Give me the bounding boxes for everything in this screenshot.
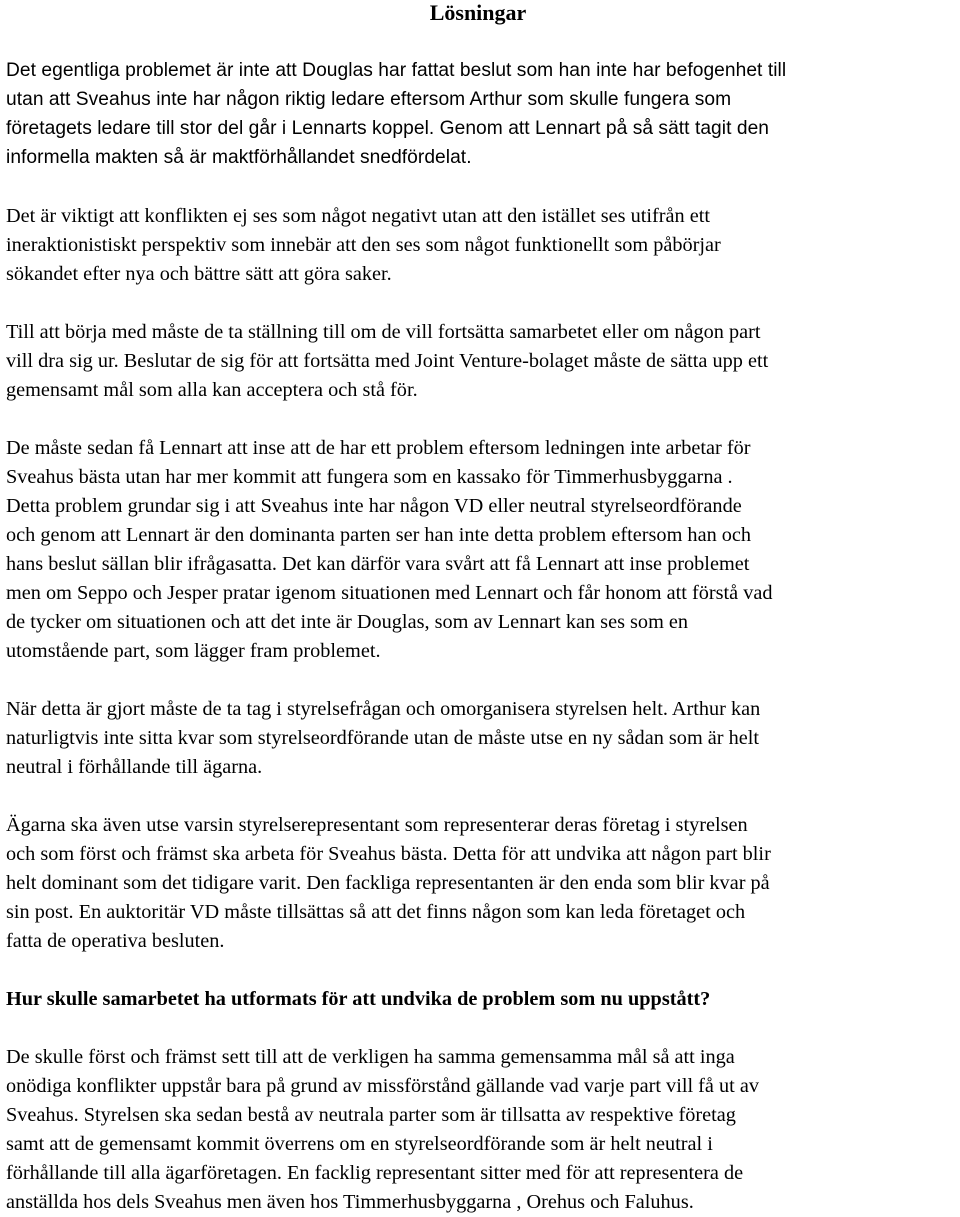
text-line: och som först och främst ska arbeta för Sveahus bästa. Detta för att undvika att någon part blir [6, 843, 771, 865]
text-line: utan att Sveahus inte har någon riktig ledare eftersom Arthur som skulle fungera som [6, 89, 732, 110]
text-line: anställda hos dels Sveahus men även hos Timmerhusbyggarna , Orehus och Faluhus. [6, 1191, 694, 1213]
body-paragraph [6, 811, 950, 956]
text-line: ineraktionistiskt perspektiv som innebär att den ses som något funktionellt som påbörjar [6, 234, 721, 256]
text-line: fatta de operativa besluten. [6, 930, 225, 952]
body-paragraph [6, 318, 950, 405]
document-title: Lösningar [429, 0, 527, 25]
text-line: gemensamt mål som alla kan acceptera och stå för. [6, 379, 418, 401]
text-line: Detta problem grundar sig i att Sveahus inte har någon VD eller neutral styrelseordförande [6, 495, 742, 517]
text-line: Sveahus. Styrelsen ska sedan bestå av neutrala parter som är tillsatta av respektive företag [6, 1104, 736, 1126]
body-paragraph [6, 1043, 950, 1217]
text-line: Det är viktigt att konflikten ej ses som något negativt utan att den istället ses utifrån ett [6, 205, 711, 227]
document-page [6, 0, 950, 1217]
text-line: onödiga konflikter uppstår bara på grund av missförstånd gällande vad varje part vill få ut av [6, 1075, 759, 1097]
section-question-heading [6, 985, 950, 1014]
text-line: företagets ledare till stor del går i Lennarts koppel. Genom att Lennart på så sätt tagit den [6, 118, 770, 139]
text-line: naturligtvis inte sitta kvar som styrelseordförande utan de måste utse en ny sådan som är helt [6, 727, 760, 749]
text-line: De måste sedan få Lennart att inse att de har ett problem eftersom ledningen inte arbetar för [6, 437, 751, 459]
text-line: sökandet efter nya och bättre sätt att göra saker. [6, 263, 392, 285]
text-line: de tycker om situationen och att det inte är Douglas, som av Lennart kan ses som en [6, 611, 689, 633]
text-line: Sveahus bästa utan har mer kommit att fungera som en kassako för Timmerhusbyggarna . [6, 466, 733, 488]
body-paragraph [6, 434, 950, 666]
body-paragraph [6, 202, 950, 289]
text-line: När detta är gjort måste de ta tag i styrelsefrågan och omorganisera styrelsen helt. Arthur kan [6, 698, 761, 720]
text-line: och genom att Lennart är den dominanta parten ser han inte detta problem eftersom han och [6, 524, 752, 546]
text-line: sin post. En auktoritär VD måste tillsättas så att det finns någon som kan leda företaget och [6, 901, 746, 923]
text-line: informella makten så är maktförhållandet snedfördelat. [6, 147, 472, 168]
text-line: hans beslut sällan blir ifrågasatta. Det kan därför vara svårt att få Lennart att inse problemet [6, 553, 750, 575]
text-line: De skulle först och främst sett till att de verkligen ha samma gemensamma mål så att inga [6, 1046, 735, 1068]
text-line: utomstående part, som lägger fram problemet. [6, 640, 381, 662]
text-line: förhållande till alla ägarföretagen. En facklig representant sitter med för att representera de [6, 1162, 744, 1184]
text-line: samt att de gemensamt kommit överrens om en styrelseordförande som är helt neutral i [6, 1133, 713, 1155]
text-line: Till att börja med måste de ta ställning till om de vill fortsätta samarbetet eller om någon part [6, 321, 761, 343]
text-line: vill dra sig ur. Beslutar de sig för att fortsätta med Joint Venture-bolaget måste de sätta upp ett [6, 350, 769, 372]
body-paragraph [6, 56, 950, 172]
document-body [6, 56, 950, 1217]
text-line: helt dominant som det tidigare varit. Den fackliga representanten är den enda som blir kvar på [6, 872, 770, 894]
body-paragraph [6, 695, 950, 782]
text-line: Ägarna ska även utse varsin styrelserepresentant som representerar deras företag i styrelsen [6, 814, 748, 836]
text-line: Det egentliga problemet är inte att Douglas har fattat beslut som han inte har befogenhet till [6, 60, 787, 81]
text-line: neutral i förhållande till ägarna. [6, 756, 263, 778]
text-line: men om Seppo och Jesper pratar igenom situationen med Lennart och får honom att förstå vad [6, 582, 773, 604]
text-line: Hur skulle samarbetet ha utformats för att undvika de problem som nu uppstått? [6, 988, 711, 1010]
